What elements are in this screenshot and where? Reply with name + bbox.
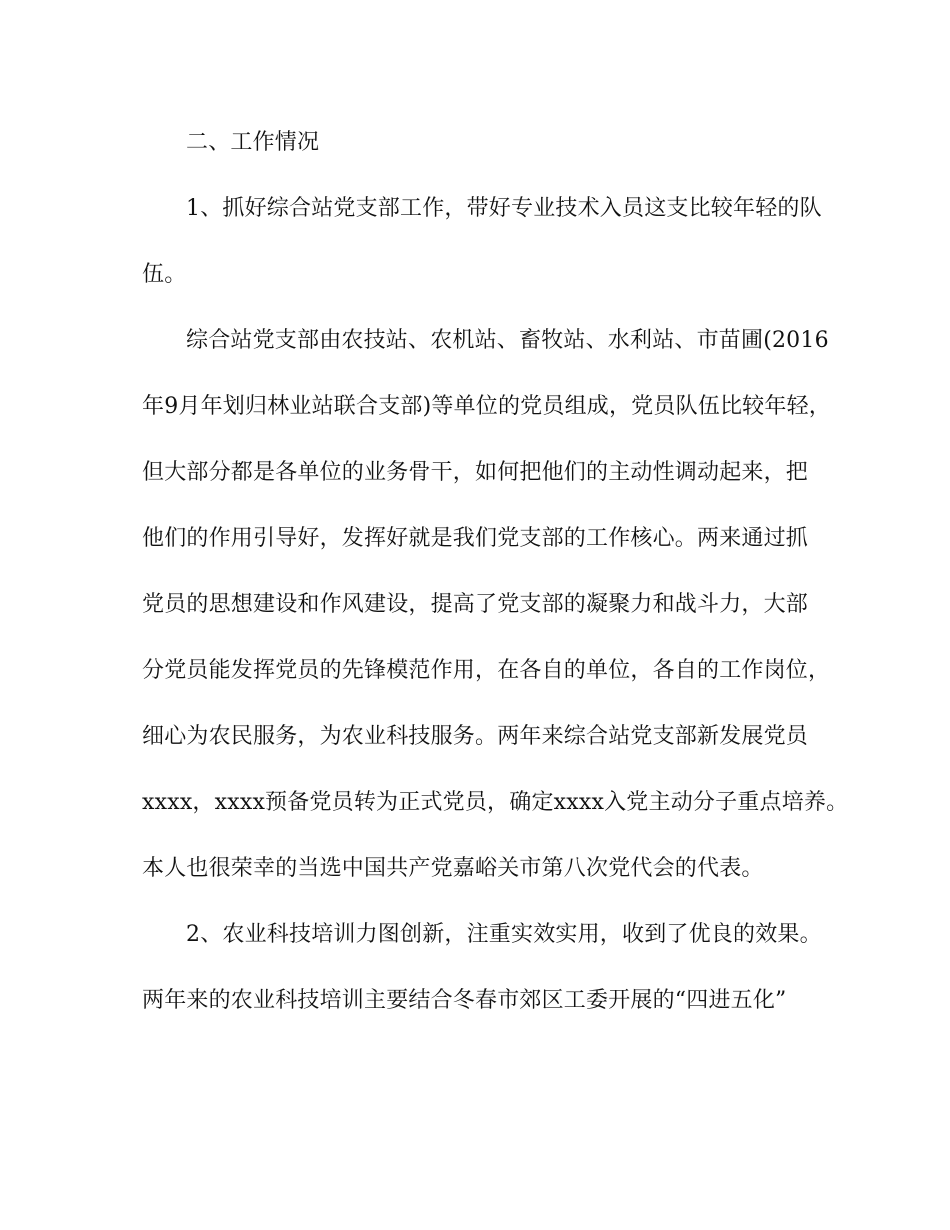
paragraph-line: 综合站党支部由农技站、农机站、畜牧站、水利站、市苗圃(2016	[186, 328, 829, 353]
paragraph-line: xxxx，xxxx预备党员转为正式党员，确定xxxx入党主动分子重点培养。	[142, 790, 849, 815]
section-heading: 二、工作情况	[186, 130, 320, 155]
paragraph-line: 分党员能发挥党员的先锋模范作用，在各自的单位，各自的工作岗位，	[142, 658, 831, 683]
paragraph-line: 但大部分都是各单位的业务骨干，如何把他们的主动性调动起来，把	[142, 460, 809, 485]
paragraph-line: 年9月年划归林业站联合支部)等单位的党员组成，党员队伍比较年轻，	[142, 394, 831, 419]
paragraph-line: 本人也很荣幸的当选中国共产党嘉峪关市第八次党代会的代表。	[142, 856, 764, 881]
paragraph-line: 细心为农民服务，为农业科技服务。两年来综合站党支部新发展党员	[142, 724, 809, 749]
paragraph-line: 两年来的农业科技培训主要结合冬春市郊区工委开展的“四进五化”	[142, 988, 787, 1013]
paragraph-line: 党员的思想建设和作风建设，提高了党支部的凝聚力和战斗力，大部	[142, 592, 809, 617]
paragraph-line: 1、抓好综合站党支部工作，带好专业技术入员这支比较年轻的队	[186, 196, 822, 221]
paragraph-line: 2、农业科技培训力图创新，注重实效实用，收到了优良的效果。	[186, 922, 822, 947]
paragraph-line: 他们的作用引导好，发挥好就是我们党支部的工作核心。两来通过抓	[142, 526, 809, 551]
paragraph-line: 伍。	[142, 262, 187, 287]
